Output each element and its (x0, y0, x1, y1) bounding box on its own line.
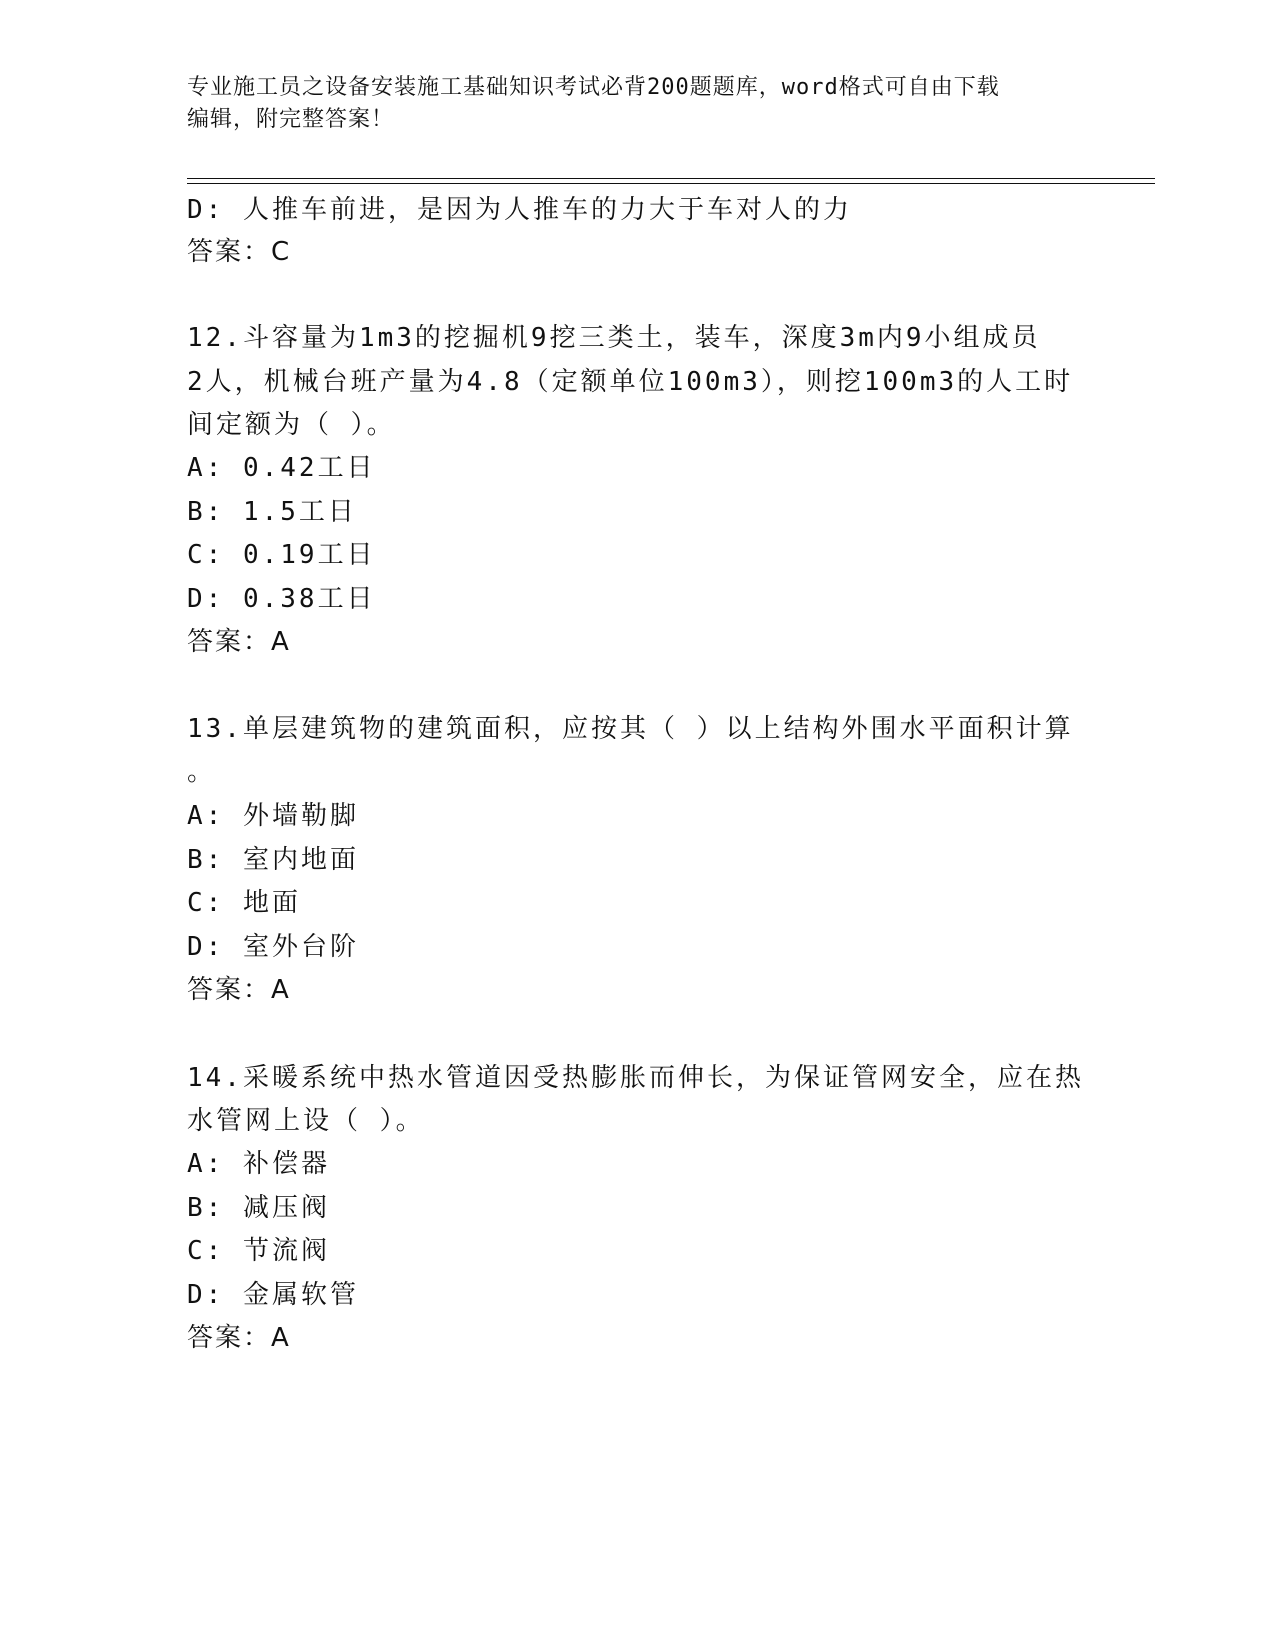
q14-option-b: B: 减压阀 (187, 1193, 330, 1223)
q14-option-c: C: 节流阀 (187, 1236, 330, 1266)
q13-stem-line-2: 。 (187, 757, 217, 787)
q12-stem-line-1: 12.斗容量为1m3的挖掘机9挖三类土，装车，深度3m内9小组成员 (187, 323, 1041, 353)
q14-stem-line-2: 水管网上设（ ）。 (187, 1106, 425, 1136)
header-divider-bottom (187, 183, 1155, 184)
q12-stem-line-3: 间定额为（ ）。 (187, 410, 396, 440)
q13-option-b: B: 室内地面 (187, 845, 359, 875)
q12-option-c: C: 0.19工日 (187, 540, 376, 570)
q12-option-b: B: 1.5工日 (187, 497, 357, 527)
q12-stem-line-2: 2人，机械台班产量为4.8（定额单位100m3），则挖100m3的人工时 (187, 367, 1074, 397)
q14-option-a: A: 补偿器 (187, 1149, 330, 1179)
q12-option-a: A: 0.42工日 (187, 453, 376, 483)
header-title-line-1: 专业施工员之设备安装施工基础知识考试必背200题题库，word格式可自由下载 (187, 75, 1000, 100)
page-header (187, 72, 1087, 136)
q13-option-a: A: 外墙勒脚 (187, 801, 359, 831)
q14-answer: 答案：A (187, 1323, 291, 1353)
q12-option-d: D: 0.38工日 (187, 584, 376, 614)
header-divider-top (187, 178, 1155, 179)
q13-option-d: D: 室外台阶 (187, 932, 359, 962)
q12-answer: 答案：A (187, 627, 291, 657)
q13-option-c: C: 地面 (187, 888, 301, 918)
prev-option-d: D: 人推车前进，是因为人推车的力大于车对人的力 (187, 195, 852, 225)
q14-stem-line-1: 14.采暖系统中热水管道因受热膨胀而伸长，为保证管网安全，应在热 (187, 1063, 1084, 1093)
header-title-line-2: 编辑，附完整答案！ (187, 107, 395, 132)
q13-answer: 答案：A (187, 975, 291, 1005)
q13-stem-line-1: 13.单层建筑物的建筑面积，应按其（ ）以上结构外围水平面积计算 (187, 714, 1074, 744)
q14-option-d: D: 金属软管 (187, 1280, 359, 1310)
prev-answer: 答案：C (187, 237, 292, 267)
